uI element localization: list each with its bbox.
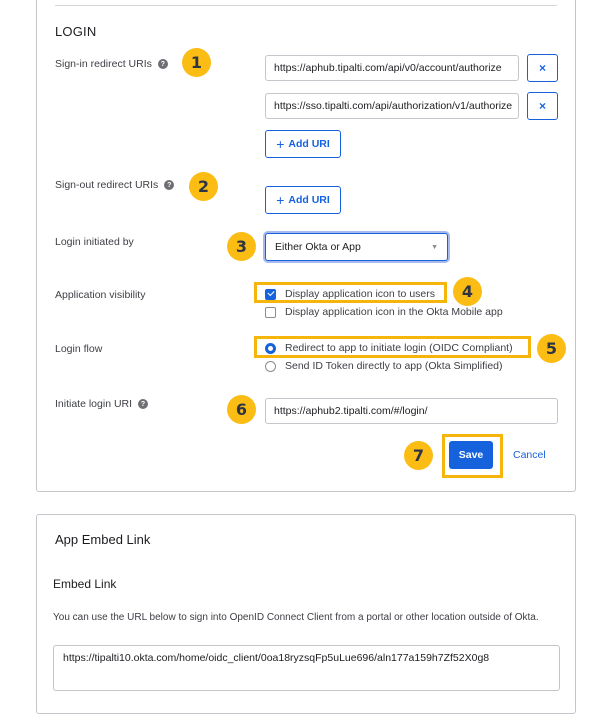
- login-initiated-by-select[interactable]: Either Okta or App ▼: [265, 233, 448, 261]
- embed-link-description: You can use the URL below to sign into OpenID Connect Client from a portal or other location outside of Okta.: [53, 612, 539, 623]
- chevron-down-icon: ▼: [431, 243, 438, 251]
- redirect-to-app-radio[interactable]: Redirect to app to initiate login (OIDC Compliant): [265, 342, 513, 354]
- login-initiated-by-label: Login initiated by: [55, 236, 134, 248]
- remove-uri-button-1[interactable]: ×: [527, 54, 558, 82]
- checkbox-unchecked-icon[interactable]: [265, 307, 276, 318]
- help-icon[interactable]: ?: [158, 59, 168, 69]
- initiate-login-uri-input[interactable]: https://aphub2.tipalti.com/#/login/: [265, 398, 558, 424]
- annotation-badge-2: 2: [189, 172, 218, 201]
- sign-in-uri-input-1[interactable]: https://aphub.tipalti.com/api/v0/account/authorize: [265, 55, 519, 81]
- sign-in-redirect-label: Sign-in redirect URIs ?: [55, 58, 168, 70]
- login-flow-label: Login flow: [55, 343, 103, 355]
- display-icon-to-users-checkbox[interactable]: Display application icon to users: [265, 288, 435, 300]
- login-settings-card: [36, 0, 576, 492]
- send-id-token-radio[interactable]: Send ID Token directly to app (Okta Simplified): [265, 360, 503, 372]
- app-embed-link-card: [36, 514, 576, 714]
- annotation-badge-7: 7: [404, 441, 433, 470]
- annotation-badge-5: 5: [537, 334, 566, 363]
- add-sign-out-uri-button[interactable]: + Add URI: [265, 186, 341, 214]
- annotation-badge-1: 1: [182, 48, 211, 77]
- help-icon[interactable]: ?: [138, 399, 148, 409]
- application-visibility-label: Application visibility: [55, 289, 146, 301]
- radio-unselected-icon[interactable]: [265, 361, 276, 372]
- sign-in-uri-input-2[interactable]: https://sso.tipalti.com/api/authorization/v1/authorize: [265, 93, 519, 119]
- sign-out-redirect-label: Sign-out redirect URIs ?: [55, 179, 174, 191]
- annotation-badge-3: 3: [227, 232, 256, 261]
- help-icon[interactable]: ?: [164, 180, 174, 190]
- save-button[interactable]: Save: [449, 441, 493, 469]
- annotation-badge-4: 4: [453, 277, 482, 306]
- remove-uri-button-2[interactable]: ×: [527, 92, 558, 120]
- cancel-link[interactable]: Cancel: [513, 449, 546, 461]
- plus-icon: +: [276, 192, 285, 208]
- annotation-badge-6: 6: [227, 395, 256, 424]
- app-embed-link-title: App Embed Link: [55, 532, 151, 547]
- plus-icon: +: [276, 136, 285, 152]
- initiate-login-uri-label: Initiate login URI ?: [55, 398, 148, 410]
- checkbox-checked-icon[interactable]: [265, 289, 276, 300]
- embed-link-textarea[interactable]: https://tipalti10.okta.com/home/oidc_client/0oa18ryzsqFp5uLue696/aln177a159h7Zf52X0g8: [53, 645, 560, 691]
- radio-selected-icon[interactable]: [265, 343, 276, 354]
- display-icon-okta-mobile-checkbox[interactable]: Display application icon in the Okta Mobile app: [265, 306, 503, 318]
- embed-link-heading: Embed Link: [53, 577, 117, 591]
- add-sign-in-uri-button[interactable]: + Add URI: [265, 130, 341, 158]
- login-section-title: LOGIN: [55, 24, 97, 39]
- section-divider: [55, 5, 557, 6]
